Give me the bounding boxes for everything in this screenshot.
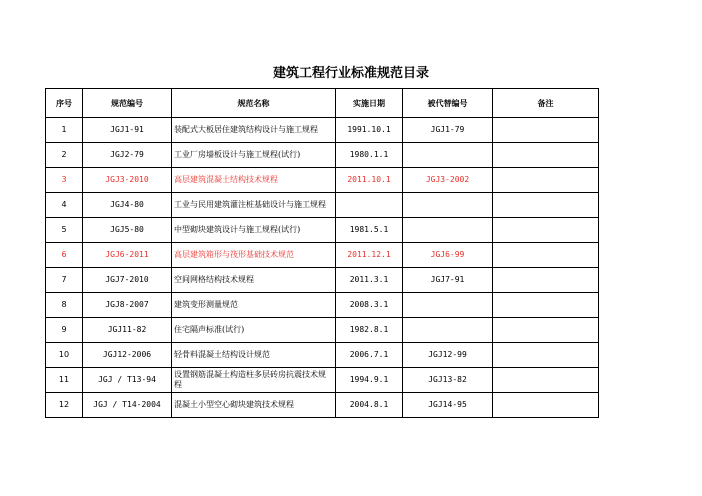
cell-replaced: JGJ14-95: [403, 393, 493, 418]
cell-name: 装配式大板居住建筑结构设计与施工规程: [172, 118, 336, 143]
cell-code: JGJ4-80: [83, 193, 172, 218]
table-row: [46, 118, 599, 143]
cell-replaced: [403, 193, 493, 218]
cell-name: 中型砌块建筑设计与施工规程(试行): [172, 218, 336, 243]
table-row: [46, 343, 599, 368]
cell-seq: 1: [46, 118, 83, 143]
cell-date: 2006.7.1: [336, 343, 403, 368]
table-row: [46, 368, 599, 393]
cell-name: 高层建筑箱形与筏形基础技术规范: [172, 243, 336, 268]
cell-replaced: [403, 143, 493, 168]
cell-seq: 3: [46, 168, 83, 193]
cell-date: 1980.1.1: [336, 143, 403, 168]
cell-code: JGJ6-2011: [83, 243, 172, 268]
cell-code: JGJ11-82: [83, 318, 172, 343]
table-row: [46, 393, 599, 418]
page-title: 建筑工程行业标准规范目录: [272, 66, 429, 81]
table-row: [46, 218, 599, 243]
table-row: [46, 268, 599, 293]
cell-replaced: [403, 318, 493, 343]
table-row: [46, 168, 599, 193]
cell-name: 混凝土小型空心砌块建筑技术规程: [172, 393, 336, 418]
cell-seq: 6: [46, 243, 83, 268]
cell-code: JGJ / T13-94: [83, 368, 172, 393]
cell-name: 空间网格结构技术规程: [172, 268, 336, 293]
cell-replaced: JGJ13-82: [403, 368, 493, 393]
cell-seq: 11: [46, 368, 83, 393]
cell-note: [493, 318, 599, 343]
cell-note: [493, 218, 599, 243]
cell-replaced: JGJ7-91: [403, 268, 493, 293]
column-header-code: 规范编号: [83, 89, 172, 118]
cell-note: [493, 118, 599, 143]
cell-seq: 4: [46, 193, 83, 218]
cell-seq: 7: [46, 268, 83, 293]
cell-note: [493, 143, 599, 168]
cell-replaced: JGJ12-99: [403, 343, 493, 368]
table-row: [46, 143, 599, 168]
cell-date: 1981.5.1: [336, 218, 403, 243]
cell-name: 设置钢筋混凝土构造柱多层砖房抗震技术规程: [172, 368, 336, 393]
cell-seq: 9: [46, 318, 83, 343]
table-row: [46, 193, 599, 218]
cell-code: JGJ3-2010: [83, 168, 172, 193]
table-row: [46, 293, 599, 318]
cell-date: 2008.3.1: [336, 293, 403, 318]
cell-code: JGJ12-2006: [83, 343, 172, 368]
cell-seq: 12: [46, 393, 83, 418]
cell-note: [493, 268, 599, 293]
cell-replaced: [403, 293, 493, 318]
cell-seq: 10: [46, 343, 83, 368]
cell-seq: 2: [46, 143, 83, 168]
cell-note: [493, 343, 599, 368]
cell-name: 轻骨料混凝土结构设计规范: [172, 343, 336, 368]
cell-date: 1991.10.1: [336, 118, 403, 143]
cell-date: 1994.9.1: [336, 368, 403, 393]
cell-date: 2004.8.1: [336, 393, 403, 418]
column-header-date: 实施日期: [336, 89, 403, 118]
cell-seq: 5: [46, 218, 83, 243]
standards-table: [45, 88, 599, 418]
cell-replaced: JGJ1-79: [403, 118, 493, 143]
cell-date: 2011.10.1: [336, 168, 403, 193]
cell-note: [493, 293, 599, 318]
cell-name: 住宅隔声标准(试行): [172, 318, 336, 343]
cell-note: [493, 243, 599, 268]
table-row: [46, 318, 599, 343]
table-header-row: [46, 89, 599, 118]
column-header-replaced: 被代替编号: [403, 89, 493, 118]
cell-date: [336, 193, 403, 218]
cell-replaced: JGJ3-2002: [403, 168, 493, 193]
cell-note: [493, 168, 599, 193]
column-header-name: 规范名称: [172, 89, 336, 118]
cell-code: JGJ2-79: [83, 143, 172, 168]
cell-code: JGJ1-91: [83, 118, 172, 143]
column-header-seq: 序号: [46, 89, 83, 118]
cell-code: JGJ8-2007: [83, 293, 172, 318]
cell-seq: 8: [46, 293, 83, 318]
table-row: [46, 243, 599, 268]
cell-code: JGJ / T14-2004: [83, 393, 172, 418]
cell-date: 1982.8.1: [336, 318, 403, 343]
cell-name: 工业厂房墙板设计与施工规程(试行): [172, 143, 336, 168]
cell-note: [493, 193, 599, 218]
cell-code: JGJ7-2010: [83, 268, 172, 293]
cell-replaced: [403, 218, 493, 243]
cell-note: [493, 368, 599, 393]
cell-note: [493, 393, 599, 418]
cell-name: 工业与民用建筑灌注桩基础设计与施工规程: [172, 193, 336, 218]
cell-name: 建筑变形测量规范: [172, 293, 336, 318]
column-header-note: 备注: [493, 89, 599, 118]
cell-name: 高层建筑混凝土结构技术规程: [172, 168, 336, 193]
cell-replaced: JGJ6-99: [403, 243, 493, 268]
cell-code: JGJ5-80: [83, 218, 172, 243]
cell-date: 2011.3.1: [336, 268, 403, 293]
cell-date: 2011.12.1: [336, 243, 403, 268]
